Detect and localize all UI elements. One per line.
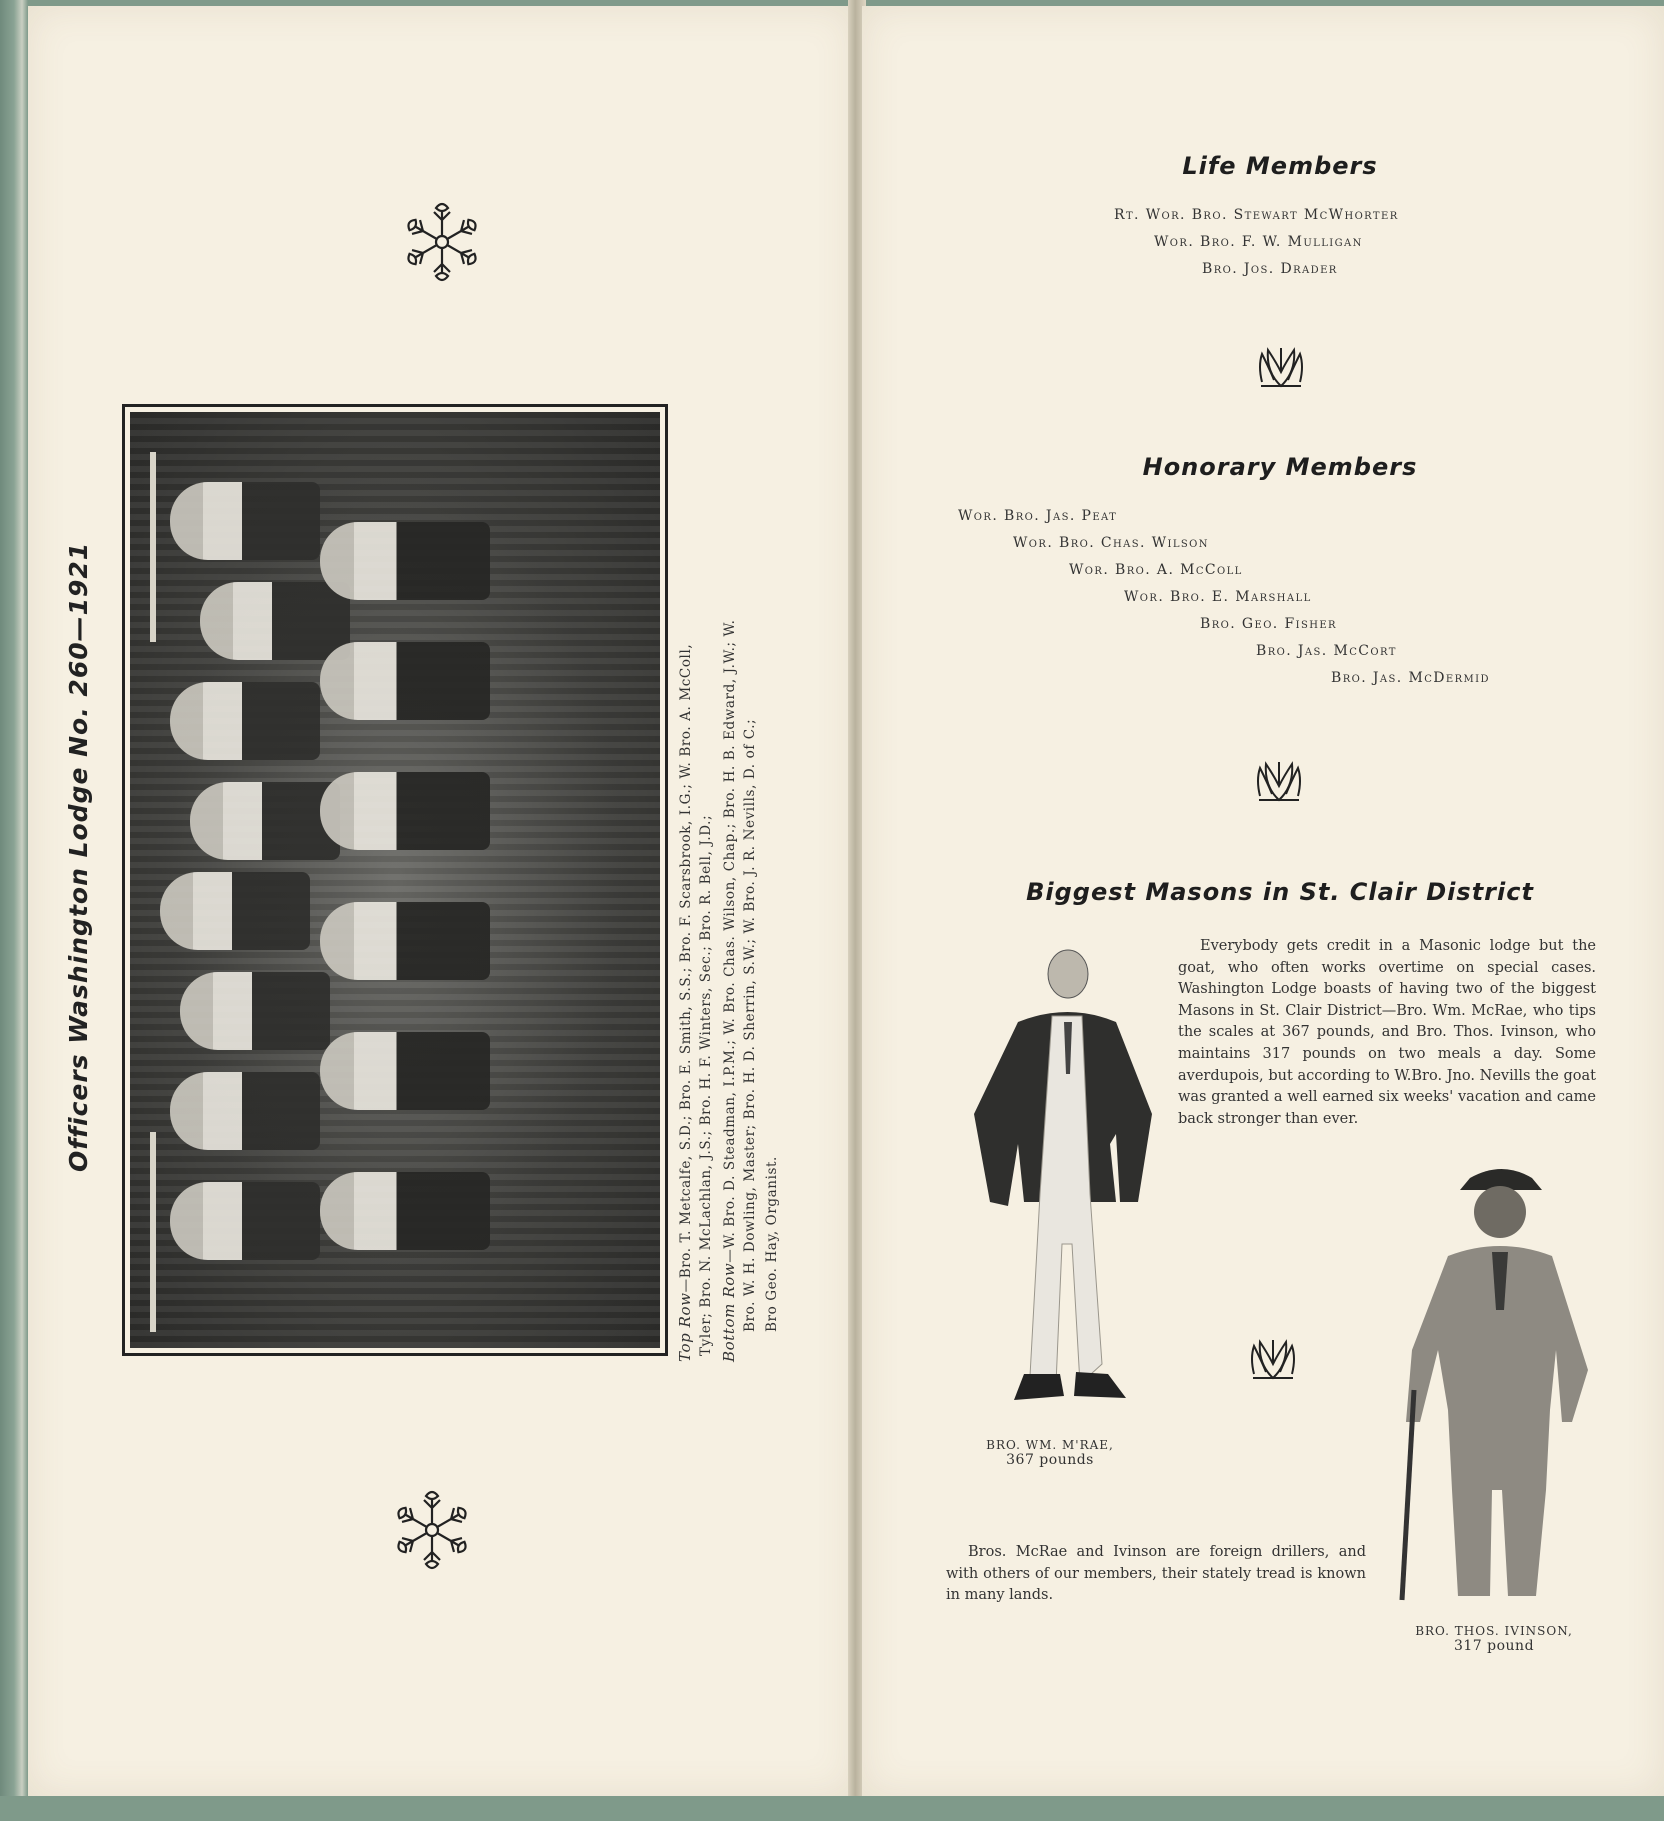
snowflake-ornament-icon xyxy=(390,1488,474,1572)
life-member-name: Rt. Wor. Bro. Stewart McWhorter xyxy=(1114,207,1399,223)
mcrae-caption-name: BRO. WM. M'RAE, xyxy=(986,1438,1114,1452)
honorary-member-name: Wor. Bro. Jas. Peat xyxy=(958,508,1118,524)
leaf-ornament-icon xyxy=(1256,342,1306,392)
ivinson-caption-name: BRO. THOS. IVINSON, xyxy=(1415,1624,1573,1638)
honorary-member-name: Wor. Bro. E. Marshall xyxy=(1124,589,1312,605)
life-members-heading: Life Members xyxy=(1182,152,1378,180)
caption-bottom-row-line3: Bro Geo. Hay, Organist. xyxy=(764,1156,780,1332)
honorary-member-name: Wor. Bro. Chas. Wilson xyxy=(1013,535,1209,551)
photo-caption xyxy=(672,404,782,1364)
biggest-masons-heading: Biggest Masons in St. Clair District xyxy=(1026,878,1534,906)
caption-top-row-line2: Tyler; Bro. N. McLachlan, J.S.; Bro. H. F. Winters, Sec.; Bro. R. Bell, J.D.; xyxy=(698,814,714,1356)
officers-photo xyxy=(122,404,668,1356)
leaf-ornament-icon xyxy=(1248,1334,1298,1384)
honorary-member-name: Wor. Bro. A. McColl xyxy=(1069,562,1243,578)
ivinson-photo xyxy=(1396,1160,1596,1604)
life-member-name: Wor. Bro. F. W. Mulligan xyxy=(1154,234,1363,250)
snowflake-ornament-icon xyxy=(400,200,484,284)
biggest-masons-paragraph: Everybody gets credit in a Masonic lodge but the goat, who often works overtime on special cases. Washington Lodge boasts of having two of the biggest Masons in St. Clair District—Bro. Wm. McRae, who tips the scales at 367 pounds, and Bro. Thos. Ivinson, who maintains 317 pounds on two meals a day. Some averdupois, but according to W.Bro. Jno. Nevills the goat was granted a well earned six weeks' vacation and came back stronger than ever. xyxy=(1178,938,1596,1127)
mcrae-caption-weight: 367 pounds xyxy=(1006,1452,1094,1468)
closing-paragraph: Bros. McRae and Ivinson are foreign drillers, and with others of our members, their stately tread is known in many lands. xyxy=(946,1544,1366,1604)
mcrae-photo xyxy=(960,944,1154,1426)
mcrae-caption xyxy=(960,1438,1140,1468)
officers-title: Officers Washington Lodge No. 260—1921 xyxy=(64,541,93,1172)
honorary-members-heading: Honorary Members xyxy=(1142,453,1418,481)
honorary-member-name: Bro. Jas. McDermid xyxy=(1331,670,1490,686)
ivinson-caption xyxy=(1394,1624,1594,1654)
caption-bottom-row-line1: Bottom Row—W. Bro. D. Steadman, I.P.M.; W. Bro. Chas. Wilson, Chap.; Bro. H. B. Edward, J.W.; W. xyxy=(720,619,738,1362)
ivinson-caption-weight: 317 pound xyxy=(1453,1638,1535,1654)
caption-bottom-row-line2: Bro. W. H. Dowling, Master; Bro. H. D. Sherrin, S.W.; W. Bro. J. R. Nevills, D. of C.; xyxy=(742,718,758,1332)
honorary-member-name: Bro. Jas. McCort xyxy=(1256,643,1397,659)
honorary-member-name: Bro. Geo. Fisher xyxy=(1200,616,1337,632)
officers-photo-image xyxy=(130,412,660,1348)
caption-top-row-line1: Top Row—Bro. T. Metcalfe, S.D.; Bro. E. Smith, S.S.; Bro. F. Scarsbrook, I.G.; W. Bro. A. McColl, xyxy=(676,643,694,1362)
life-member-name: Bro. Jos. Drader xyxy=(1202,261,1338,277)
leaf-ornament-icon xyxy=(1254,756,1304,806)
cover-edge xyxy=(0,1796,1664,1821)
